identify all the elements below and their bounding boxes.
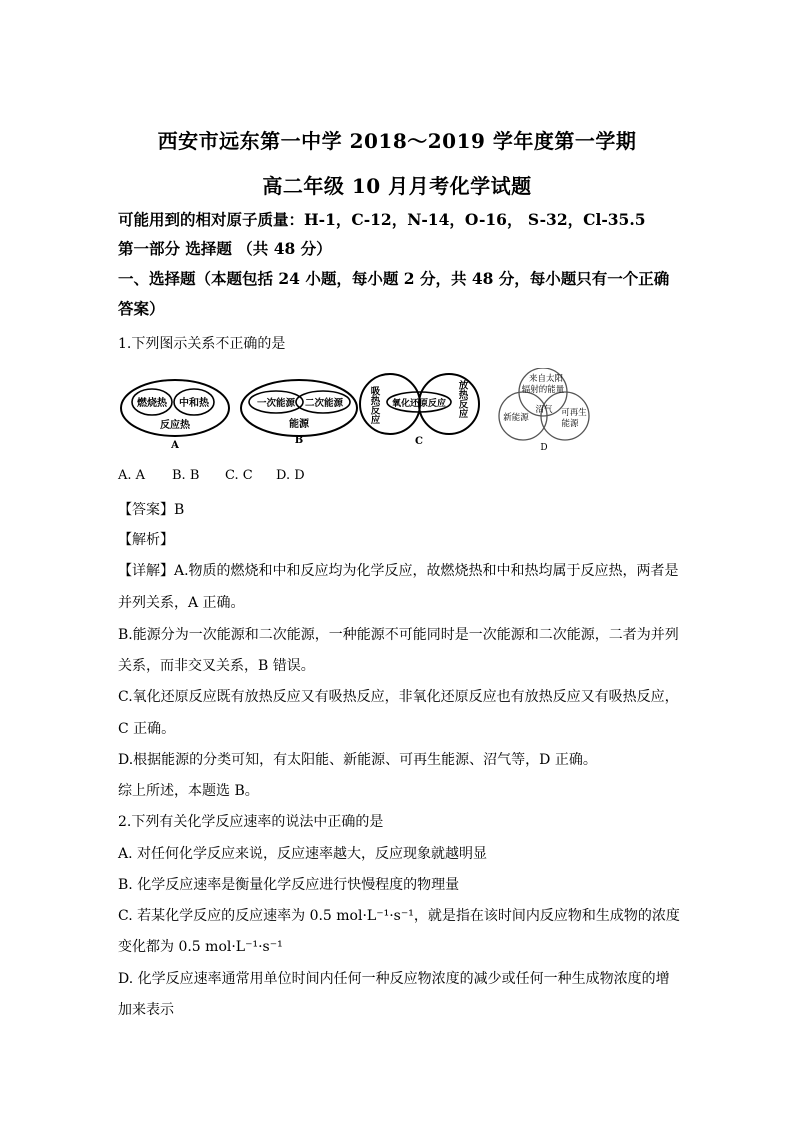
figure-d-right-label-line2: 能源 [561,419,579,429]
part-one-heading: 第一部分 选择题 （共 48 分） [118,239,332,258]
question-1-b-line2: 关系，而非交叉关系，B 错误。 [118,658,315,674]
question-2-option-c-line2: 变化都为 0.5 mol·L⁻¹·s⁻¹ [118,939,283,955]
question-1-option-a: A. A [118,468,146,483]
question-1-analysis-label: 【解析】 [118,532,174,548]
figure-d-letter: D [540,443,548,453]
figure-c-letter: C [415,436,423,447]
figure-d-right-label-line1: 可再生 [561,408,587,418]
figure-d-top-label-line2: 辐射的能量 [521,385,565,395]
figure-a-letter: A [171,440,179,451]
figure-b-left-label: 一次能源 [256,398,296,409]
question-1-detail-line2: 并列关系，A 正确。 [118,595,245,611]
question-2-option-b: B. 化学反应速率是衡量化学反应进行快慢程度的物理量 [118,877,460,893]
figure-a [121,380,229,451]
question-2-option-a: A. 对任何化学反应来说，反应速率越大，反应现象就越明显 [118,846,488,862]
question-1-figures [118,368,608,458]
figure-c-left-label: 吸热反应 [368,386,380,424]
question-1-answer: 【答案】B [118,502,185,518]
figure-b-outer-label: 能源 [289,419,309,430]
question-1-c-line1: C.氧化还原反应既有放热反应又有吸热反应，非氧化还原反应也有放热反应又有吸热反应， [118,689,679,705]
figure-d-top-label-line1: 来自太阳 [528,374,564,384]
question-1-d-line: D.根据能源的分类可知，有太阳能、新能源、可再生能源、沼气等，D 正确。 [118,752,597,768]
figure-b [241,380,357,446]
question-2-option-c-line1: C. 若某化学反应的反应速率为 0.5 mol·L⁻¹·s⁻¹，就是指在该时间内反应物和生成物的浓度 [118,908,680,924]
figure-b-right-label: 二次能源 [304,398,344,409]
figure-d-left-label: 新能源 [503,413,529,423]
atomic-mass-line: 可能用到的相对原子质量：H-1，C-12，N-14，O-16， S-32，Cl-35.5 [118,210,646,229]
section-heading-line1: 一、选择题（本题包括 24 小题，每小题 2 分，共 48 分，每小题只有一个正确 [118,269,670,288]
figure-b-letter: B [294,435,304,446]
question-2-option-d-line1: D. 化学反应速率通常用单位时间内任何一种反应物浓度的减少或任何一种生成物浓度的增 [118,971,670,987]
question-1-option-d: D. D [276,468,305,483]
figure-c-right-label: 放热反应 [456,380,468,418]
figure-d-center-label: 沼气 [535,405,553,415]
figure-c [360,374,479,447]
section-heading-line2: 答案） [118,299,165,318]
figure-d [499,368,589,453]
exam-subtitle: 高二年级 10 月月考化学试题 [262,174,532,198]
question-1-detail-line1: 【详解】A.物质的燃烧和中和反应均为化学反应，故燃烧热和中和热均属于反应热，两者是 [118,563,679,579]
figure-a-right-label: 中和热 [179,398,209,409]
question-1-stem: 1.下列图示关系不正确的是 [118,336,286,352]
exam-title: 西安市远东第一中学 2018～2019 学年度第一学期 [157,129,637,153]
question-1-b-line1: B.能源分为一次能源和二次能源，一种能源不可能同时是一次能源和二次能源，二者为并列 [118,627,679,643]
figure-a-left-label: 燃烧热 [137,398,167,409]
question-2-stem: 2.下列有关化学反应速率的说法中正确的是 [118,814,384,830]
question-1-summary: 综上所述，本题选 B。 [118,783,259,799]
question-1-c-line2: C 正确。 [118,721,176,737]
figure-c-center-label: 氧化还原反应 [391,399,447,409]
question-1-option-b: B. B [172,468,200,483]
question-1-option-c: C. C [225,468,253,483]
question-2-option-d-line2: 加来表示 [118,1002,174,1018]
figure-a-outer-label: 反应热 [160,420,190,431]
